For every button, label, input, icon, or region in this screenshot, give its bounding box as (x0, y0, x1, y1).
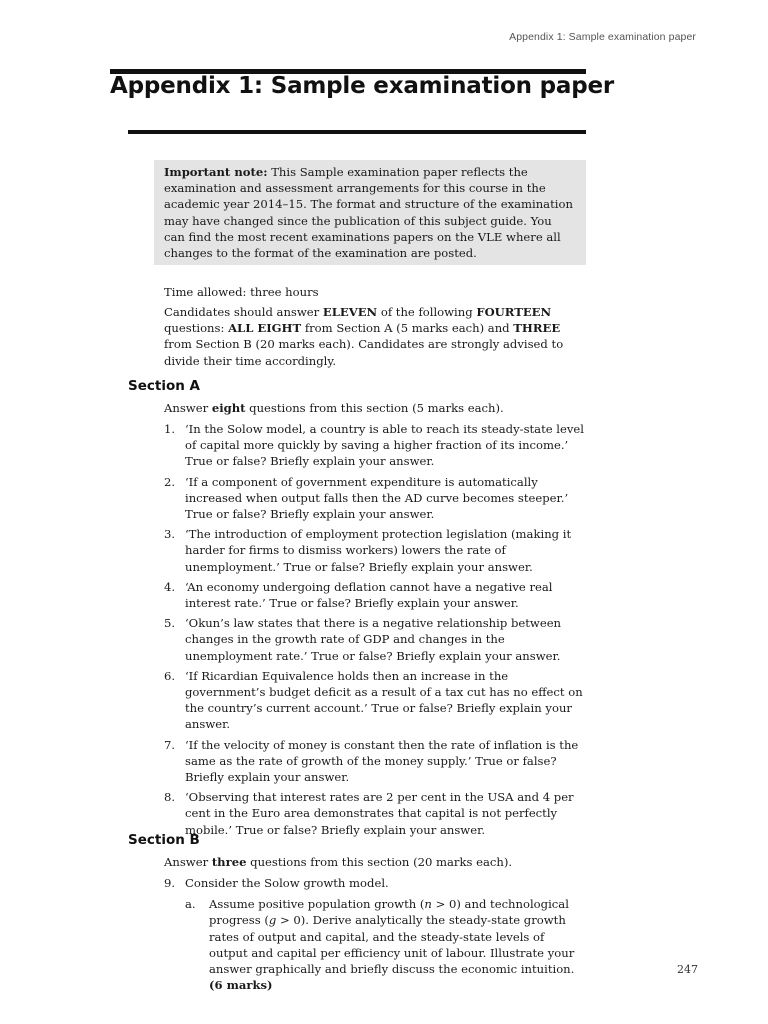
question-number: 1. (164, 422, 176, 436)
question-6 (164, 668, 584, 733)
part-text: > 0) and technological progress ( (209, 897, 569, 928)
question-text: ‘If the velocity of money is constant then the rate of inflation is the same as the rate of growth of the money supply.’ True or false? Briefly explain your answer. (185, 737, 579, 785)
question-number: 8. (164, 790, 176, 805)
question-text: ‘If Ricardian Equivalence holds then an increase in the government’s budget deficit as a result of a tax cut has no effect on the country’s current account.’ True or false? Briefly explain your answer. (185, 668, 583, 732)
question-9-part-a (185, 896, 584, 993)
section-a-intro-text: Answer (164, 401, 212, 415)
question-9-parts (185, 896, 584, 993)
section-b-question-list (164, 875, 584, 997)
instructions-bold: THREE (513, 321, 561, 336)
question-text: ‘Okun’s law states that there is a negative relationship between changes in the growth rate of GDP and changes in the unemployment rate.’ True or false? Briefly explain your answer. (185, 616, 562, 663)
section-b-intro (164, 854, 584, 870)
page-title: Appendix 1: Sample examination paper (110, 73, 615, 99)
math-variable: n (424, 897, 432, 912)
question-text: ‘An economy undergoing deflation cannot have a negative real interest rate.’ True or false? Briefly explain your answer. (185, 579, 553, 611)
note-text: This Sample examination paper reflects the examination and assessment arrangements for this course in the academic year 2014–15. The format and structure of the examination may have changed since the publication of this subject guide. You can find the most recent examinations papers on the VLE where all changes to the format of the examination are posted. (164, 165, 573, 261)
question-text: Consider the Solow growth model. (185, 876, 389, 890)
section-a-intro-text: questions from this section (5 marks each). (245, 401, 504, 415)
question-7 (164, 737, 584, 786)
question-text: ‘If a component of government expenditure is automatically increased when output falls then the AD curve becomes steeper.’ True or false? Briefly explain your answer. (185, 474, 569, 522)
instructions-bold: ALL EIGHT (228, 321, 302, 336)
section-a-intro (164, 400, 584, 416)
instructions-bold: FOURTEEN (476, 305, 552, 319)
question-4 (164, 579, 584, 611)
question-number: 7. (164, 737, 176, 752)
running-head: Appendix 1: Sample examination paper (509, 31, 696, 43)
section-b-heading: Section B (128, 832, 200, 848)
marks-label: (6 marks) (209, 978, 273, 993)
math-variable: g (268, 913, 277, 928)
instructions-text: questions: (164, 321, 229, 336)
instructions-text: of the following (377, 305, 477, 319)
note-label: Important note: (164, 165, 268, 179)
important-note-box (154, 160, 586, 265)
part-letter: a. (185, 897, 196, 912)
question-5 (164, 615, 584, 664)
part-text: > 0). Derive analytically the steady-state growth rates of output and capital, and the steady-state levels of output and capital per efficiency unit of labour. Illustrate your answer graphically and briefly discuss the economic intuition. (209, 913, 575, 977)
question-9 (164, 875, 584, 993)
section-b-intro-text: questions from this section (20 marks each). (246, 855, 513, 869)
question-number: 2. (164, 474, 176, 489)
section-b-intro-bold: three (211, 855, 247, 869)
question-number: 6. (164, 668, 176, 683)
section-a-intro-bold: eight (211, 401, 246, 415)
section-b-intro-text: Answer (164, 855, 212, 869)
time-allowed: Time allowed: three hours (164, 285, 319, 299)
section-a-question-list (164, 421, 584, 842)
question-8 (164, 789, 584, 838)
instructions-bold: ELEVEN (322, 305, 378, 319)
instructions-text: from Section A (5 marks each) and (301, 321, 514, 336)
question-text: ‘Observing that interest rates are 2 per cent in the USA and 4 per cent in the Euro area demonstrates that capital is not perfectly mobile.’ True or false? Briefly explain your answer. (185, 790, 574, 837)
instructions-text: Candidates should answer (164, 305, 323, 319)
instructions-text: from Section B (20 marks each). Candidates are strongly advised to divide their time accordingly. (164, 337, 564, 368)
question-3 (164, 526, 584, 575)
question-text: ‘The introduction of employment protection legislation (making it harder for firms to dismiss workers) lowers the rate of unemployment.’ True or false? Briefly explain your answer. (185, 527, 572, 574)
question-1 (164, 421, 584, 470)
question-number: 4. (164, 579, 176, 594)
title-rule-bottom (128, 130, 586, 134)
part-text: Assume positive population growth ( (209, 897, 425, 912)
question-number: 3. (164, 527, 176, 542)
question-number: 5. (164, 616, 176, 631)
section-a-heading: Section A (128, 378, 200, 394)
question-text: ‘In the Solow model, a country is able to reach its steady-state level of capital more quickly by saving a higher fraction of its income.’ True or false? Briefly explain your answer. (185, 422, 584, 469)
question-2 (164, 474, 584, 523)
page-number: 247 (677, 963, 698, 976)
instructions (164, 304, 584, 369)
question-number: 9. (164, 876, 176, 890)
